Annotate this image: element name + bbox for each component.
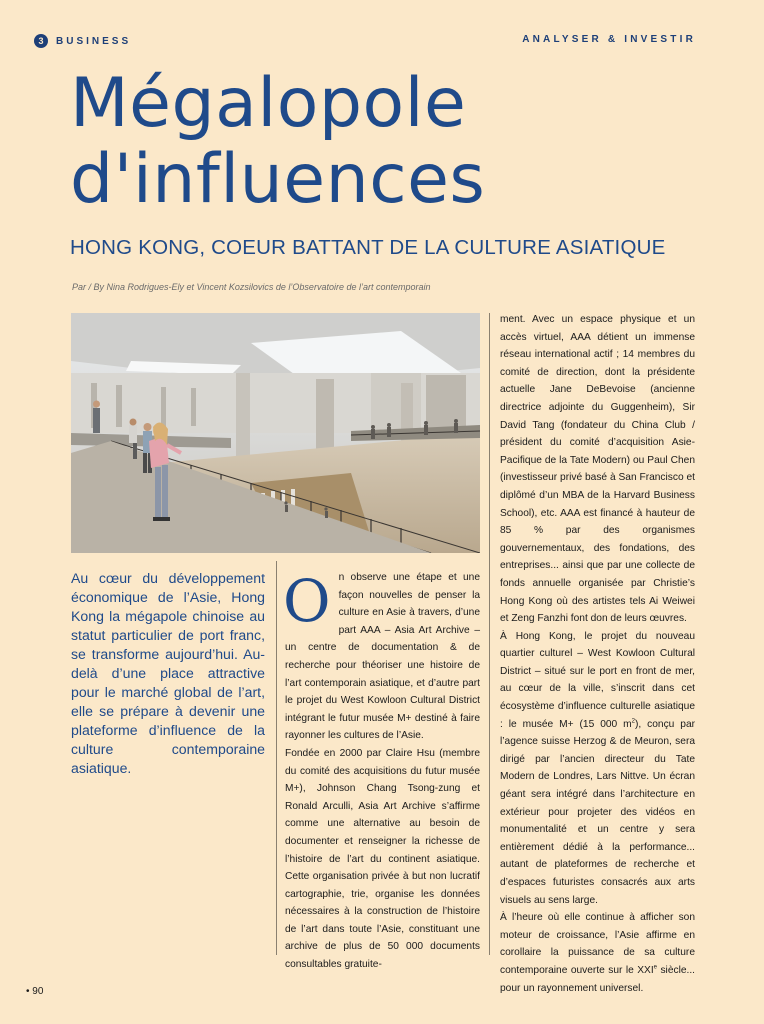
body-paragraph: ment. Avec un espace physique et un accès virtuel, AAA détient un immense réseau international actif ; 14 membres du comité de direction, dont la présidente actuelle Jane DeBevoise (ancienne directrice adjointe du Guggenheim), Sir David Tang (fondateur du China Club / président du comité d’acquisition Asie-Pacifique de la Tate Modern) ou Paul Chen (investisseur privé basé à San Francisco et diplômé d’un MBA de la Harvard Business School), etc. AAA est financé à hauteur de 85 % par des organismes gouvernementaux, des fondations, des entreprises... ainsi que par une collecte de fonds annuelle organisée par Christie’s Hong Kong où des artistes tels Ai Weiwei et Zeng Fanzhi font don de leurs œuvres. (500, 314, 695, 625)
lead-paragraph: Au cœur du développement économique de l’Asie, Hong Kong la mégapole chinoise au statut particulier de port franc, se transforme aujourd’hui. Au-delà d’une place attractive pour le marché global de l’art, elle se prépare à devenir une plateforme d’influence de la culture contemporaine asiatique. (71, 570, 265, 776)
body-paragraph: À l’heure où elle continue à afficher son moteur de croissance, l’Asie affirme en corollaire la puissance de sa culture contemporaine ouverte sur le XXIe siècle... pour un rayonnement universel. (500, 912, 695, 994)
body-paragraph: Fondée en 2000 par Claire Hsu (membre du comité des acquisitions du futur musée M+), Johnson Chang Tsong-zung et Ronald Arculli, Asia Art Archive s’affirme comme une alternative au besoin de documenter et renseigner la richesse de l’histoire de l’art du continent asiatique. Cette organisation privée à but non lucratif cartographie, trie, organise les données nécessaires à la construction de l’histoire de l’art dans toute l’Asie, constituant une archive de plus de 50 000 documents consultables gratuite- (285, 747, 480, 971)
museum-interior-photo (71, 313, 480, 553)
byline: Par / By Nina Rodrigues-Ely et Vincent Kozsilovics de l’Observatoire de l’art contemporain (72, 282, 431, 292)
article-subtitle: HONG KONG, COEUR BATTANT DE LA CULTURE ASIATIQUE (70, 236, 666, 259)
article-title (70, 66, 485, 218)
section-label: BUSINESS (56, 35, 132, 47)
title-line-1: Mégalopole (70, 64, 467, 143)
drop-cap: O (283, 567, 331, 635)
title-line-2: d'influences (70, 140, 486, 219)
body-column-right (500, 311, 695, 997)
rubric-label: ANALYSER & INVESTIR (522, 34, 696, 45)
page-number: • 90 (26, 986, 44, 997)
column-divider (489, 313, 490, 955)
body-column-middle (285, 569, 480, 974)
body-paragraph: n observe une étape et une façon nouvelles de penser la culture en Asie à travers, d’une part AAA – Asia Art Archive – un centre de documentation & de recherche pour théoriser une histoire de l’art contemporain asiatique, et d’autre part le projet du West Kowloon Cultural District intégrant le futur musée M+ destiné à faire rayonner les cultures de l’Asie. (285, 572, 480, 742)
column-divider (276, 561, 277, 955)
section-header (34, 34, 131, 48)
section-number-icon: 3 (34, 34, 48, 48)
body-paragraph: À Hong Kong, le projet du nouveau quartier culturel – West Kowloon Cultural District – situé sur le port en front de mer, au cœur de la ville, s’inscrit dans cet écosystème d’influence culturelle asiatique : le musée M+ (15 000 $m^2$), conçu par l’agence suisse Herzog & de Meuron, sera dirigé par l’ancien directeur du Tate Modern de Londres, Lars Nittve. Un écran géant sera intégré dans l’architecture en extérieur pour projeter des vidéos en monumentalité et un centre y sera entièrement dédié à la performance... autant de plateformes de recherche et d’espaces futuristes consacrés aux arts visuels au sens large. (500, 630, 695, 906)
